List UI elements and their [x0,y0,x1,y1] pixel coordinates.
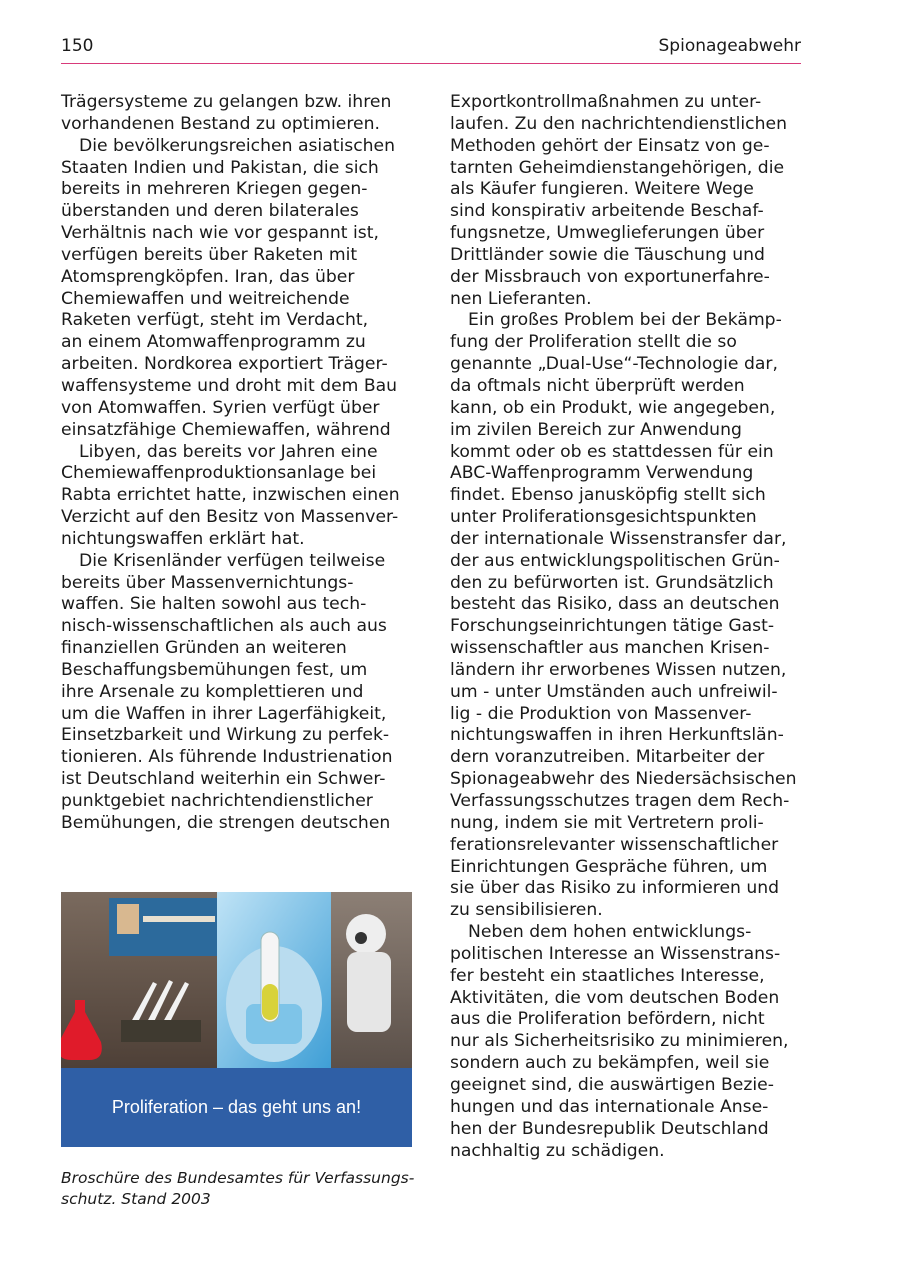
text-line: ferationsrelevanter wissenschaftlicher [450,834,779,855]
text-line: ihre Arsenale zu komplettieren und [61,681,364,702]
text-line: sind konspirativ arbeitende Beschaf- [450,201,764,222]
text-line: nur als Sicherheitsrisiko zu minimieren, [450,1031,789,1052]
tube-liquid [262,984,278,1020]
text-line: findet. Ebenso januskӧpfig stellt sich [450,485,766,506]
hazmat-suit-body [347,952,391,1032]
left-text-column [61,92,413,835]
text-line: als Käufer fungieren. Weitere Wege [450,179,754,200]
text-line: fungsnetze, Umweglieferungen über [450,223,765,244]
text-line: verfügen bereits über Raketen mit [61,244,358,265]
text-line: waffensysteme und droht mit dem Bau [61,375,398,396]
text-line: ist Deutschland weiterhin ein Schwer- [61,769,386,790]
text-line: Chemiewaffenproduktionsanlage bei [61,463,377,484]
text-line: nachhaltig zu schädigen. [450,1140,665,1161]
text-line: fer besteht ein staatliches Interesse, [450,965,765,986]
text-line: sie über das Risiko zu informieren und [450,878,780,899]
text-line: waffen. Sie halten sowohl aus tech- [61,594,367,615]
header-rule [61,63,801,64]
text-line: den zu befürworten ist. Grundsätzlich [450,572,774,593]
portrait-on-poster [117,904,139,934]
brochure-figure [61,892,412,1147]
text-line: Forschungseinrichtungen tätige Gast- [450,616,775,637]
text-line: Trägersysteme zu gelangen bzw. ihren [61,92,392,112]
text-line: Raketen verfügt, steht im Verdacht, [61,310,369,331]
text-line: Verzicht auf den Besitz von Massenver- [61,507,399,528]
text-line: Die Krisenländer verfügen teilweise [79,550,386,571]
text-line: Ein großes Problem bei der Bekämp- [468,310,782,331]
text-line: nen Lieferanten. [450,288,592,309]
text-line: Chemiewaffen und weitreichende [61,288,350,309]
text-line: ABC-Waffenprogramm Verwendung [450,463,754,484]
text-line: Spionageabwehr des Niedersächsischen [450,769,797,790]
text-line: Bemühungen, die strengen deutschen [61,812,391,833]
text-line: bereits über Massenvernichtungs- [61,572,354,593]
text-line: Neben dem hohen entwicklungs- [468,922,752,943]
text-line: Die bevölkerungsreichen asiatischen [79,135,396,156]
text-line: hen der Bundesrepublik Deutschland [450,1118,769,1139]
text-line: tarnten Geheimdienstangehörigen, die [450,157,785,178]
text-line: Einsetzbarkeit und Wirkung zu perfek- [61,725,390,746]
caption-line: schutz. Stand 2003 [61,1190,211,1208]
figure-caption [61,1168,421,1210]
text-line: wissenschaftler aus manchen Krisen- [450,638,770,659]
text-line: nung, indem sie mit Vertretern proli- [450,812,764,833]
text-line: überstanden und deren bilaterales [61,201,359,222]
text-line: nichtungswaffen in ihren Herkunftslän- [450,725,784,746]
text-line: fung der Proliferation stellt die so [450,332,737,353]
text-line: an einem Atomwaffenprogramm zu [61,332,366,353]
launcher-vehicle [121,1020,201,1042]
text-line: da oftmals nicht überprüft werden [450,375,745,396]
text-line: nichtungswaffen erklärt hat. [61,528,305,549]
text-line: kommt oder ob es stattdessen für ein [450,441,774,462]
running-title: Spionageabwehr [658,36,801,56]
text-line: von Atomwaffen. Syrien verfügt über [61,397,380,418]
text-line: um - unter Umständen auch unfreiwil- [450,681,778,702]
text-line: Verfassungsschutzes tragen dem Rech- [450,791,790,811]
arabic-text-strip [143,916,215,922]
text-line: ländern ihr erworbenes Wissen nutzen, [450,659,787,680]
text-line: arbeiten. Nordkorea exportiert Träger- [61,354,388,375]
text-line: Methoden gehört der Einsatz von ge- [450,135,770,156]
text-line: zu sensibilisieren. [450,900,603,921]
text-line: lig - die Produktion von Massenver- [450,703,752,724]
page-header [61,36,801,62]
text-line: finanziellen Gründen an weiteren [61,638,347,659]
right-text-column [450,92,802,1162]
text-line: politischen Interesse an Wissenstrans- [450,943,781,964]
text-line: dern voranzutreiben. Mitarbeiter der [450,747,765,768]
text-line: besteht das Risiko, dass an deutschen [450,594,780,615]
text-line: kann, ob ein Produkt, wie angegeben, [450,397,776,418]
page-number: 150 [61,36,94,56]
text-line: Rabta errichtet hatte, inzwischen einen [61,485,400,506]
text-line: Drittländer sowie die Täuschung und [450,244,765,265]
brochure-photo-collage [61,892,412,1068]
text-line: Verhältnis nach wie vor gespannt ist, [61,223,379,244]
text-line: hungen und das internationale Anse- [450,1096,769,1117]
text-line: sondern auch zu bekämpfen, weil sie [450,1053,770,1074]
text-line: einsatzfähige Chemiewaffen, während [61,419,391,440]
text-line: bereits in mehreren Kriegen gegen- [61,179,368,200]
text-line: Aktivitäten, die vom deutschen Boden [450,987,780,1008]
text-line: der internationale Wissenstransfer dar, [450,528,787,549]
text-line: Einrichtungen Gespräche führen, um [450,856,768,877]
text-line: um die Waffen in ihrer Lagerfähigkeit, [61,703,387,724]
text-line: unter Proliferationsgesichtspunkten [450,507,757,528]
text-line: aus die Proliferation befördern, nicht [450,1009,765,1030]
text-line: punktgebiet nachrichtendienstlicher [61,791,373,811]
text-line: nisch-wissenschaftlichen als auch aus [61,616,387,637]
text-line: Atomsprengköpfen. Iran, das über [61,266,355,287]
text-line: der Missbrauch von exportunerfahre- [450,266,770,287]
text-line: laufen. Zu den nachrichtendienstlichen [450,113,787,134]
text-line: tionieren. Als führende Industrienation [61,747,393,768]
text-line: geeignet sind, die auswärtigen Bezie- [450,1074,774,1095]
text-line: im zivilen Bereich zur Anwendung [450,419,742,440]
gas-mask [355,932,367,944]
text-line: der aus entwicklungspolitischen Grün- [450,550,780,571]
brochure-banner: Proliferation – das geht uns an! [61,1068,412,1147]
text-line: Staaten Indien und Pakistan, die sich [61,157,379,178]
hazmat-suit-head [346,914,386,954]
text-line: genannte „Dual-Use“-Technologie dar, [450,354,778,375]
text-line: Exportkontrollmaßnahmen zu unter- [450,92,762,112]
text-line: Beschaffungsbemühungen fest, um [61,659,368,680]
text-line: vorhandenen Bestand zu optimieren. [61,113,380,134]
caption-line: Broschüre des Bundesamtes für Verfassungs- [61,1169,415,1187]
text-line: Libyen, das bereits vor Jahren eine [79,441,378,462]
